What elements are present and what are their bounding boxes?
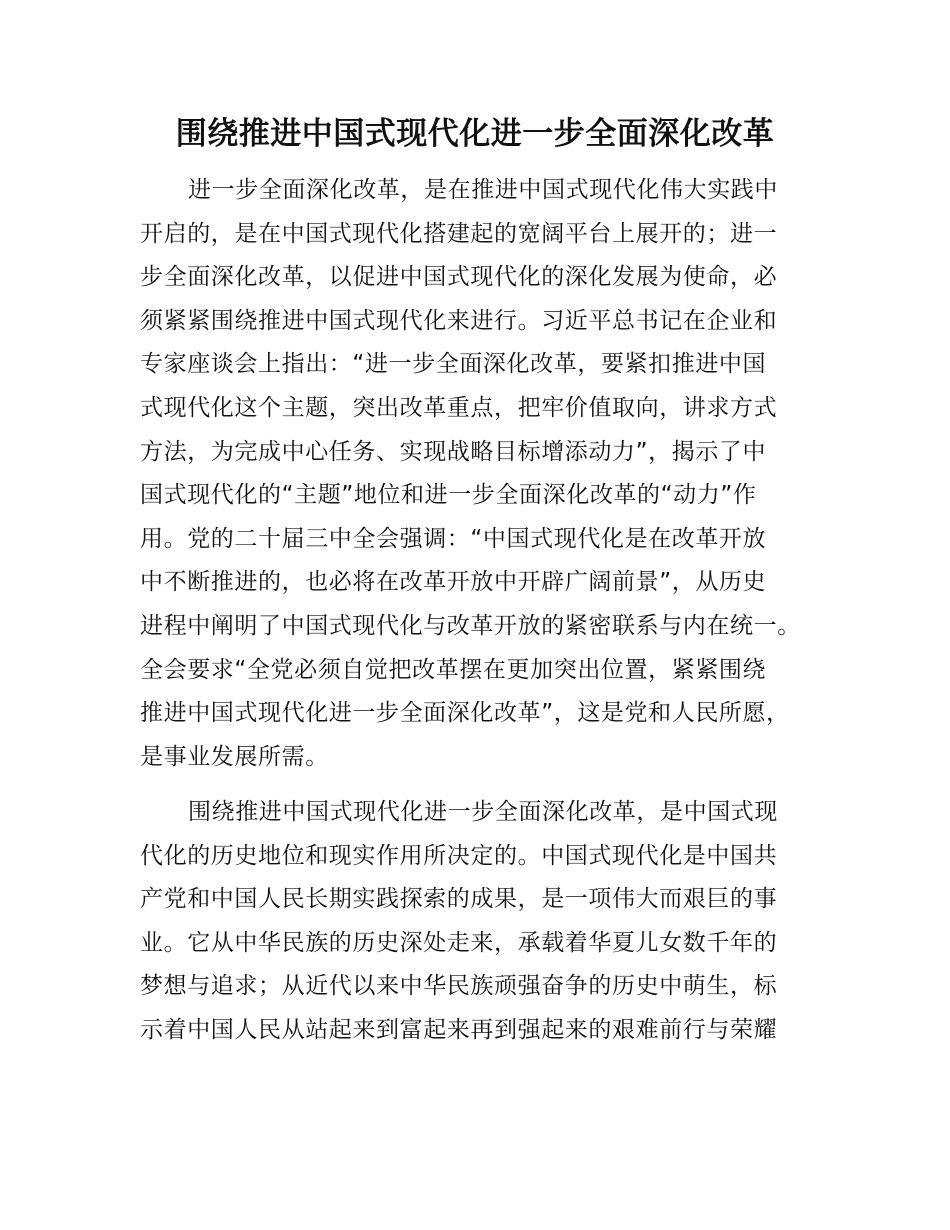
paragraph-line: 步全面深化改革，以促进中国式现代化的深化发展为使命，必 (140, 264, 778, 291)
paragraph-line: 梦想与追求；从近代以来中华民族顽强奋争的历史中萌生，标 (140, 973, 778, 1000)
paragraph-1 (140, 169, 812, 779)
paragraph-line: 式现代化这个主题，突出改革重点，把牢价值取向，讲求方式 (140, 394, 778, 421)
paragraph-line: 中不断推进的，也必将在改革开放中开辟广阔前景”，从历史 (140, 569, 767, 596)
paragraph-line: 代化的历史地位和现实作用所决定的。中国式现代化是中国共 (140, 842, 778, 869)
paragraph-line: 方法，为完成中心任务、实现战略目标增添动力”，揭示了中 (140, 438, 767, 465)
paragraph-line: 推进中国式现代化进一步全面深化改革”，这是党和人民所愿， (140, 700, 790, 727)
paragraph-line: 须紧紧围绕推进中国式现代化来进行。习近平总书记在企业和 (140, 307, 778, 334)
paragraph-line: 开启的，是在中国式现代化搭建起的宽阔平台上展开的；进一 (140, 220, 778, 247)
document-title: 围绕推进中国式现代化进一步全面深化改革 (175, 116, 775, 152)
paragraph-line: 进一步全面深化改革，是在推进中国式现代化伟大实践中 (188, 177, 778, 203)
paragraph-line: 围绕推进中国式现代化进一步全面深化改革，是中国式现 (188, 799, 778, 825)
paragraph-line: 用。党的二十届三中全会强调：“中国式现代化是在改革开放 (140, 525, 767, 552)
paragraph-2 (140, 791, 812, 1053)
paragraph-line: 国式现代化的“主题”地位和进一步全面深化改革的“动力”作 (140, 482, 757, 509)
paragraph-line: 示着中国人民从站起来到富起来再到强起来的艰难前行与荣耀 (140, 1016, 778, 1043)
paragraph-line: 全会要求“全党必须自觉把改革摆在更加突出位置，紧紧围绕 (140, 656, 767, 683)
paragraph-line: 进程中阐明了中国式现代化与改革开放的紧密联系与内在统一。 (140, 612, 801, 639)
paragraph-line: 专家座谈会上指出：“进一步全面深化改革，要紧扣推进中国 (140, 351, 767, 378)
paragraph-line: 业。它从中华民族的历史深处走来，承载着华夏儿女数千年的 (140, 929, 778, 956)
paragraph-line: 产党和中国人民长期实践探索的成果，是一项伟大而艰巨的事 (140, 886, 778, 913)
paragraph-line: 是事业发展所需。 (140, 743, 329, 770)
